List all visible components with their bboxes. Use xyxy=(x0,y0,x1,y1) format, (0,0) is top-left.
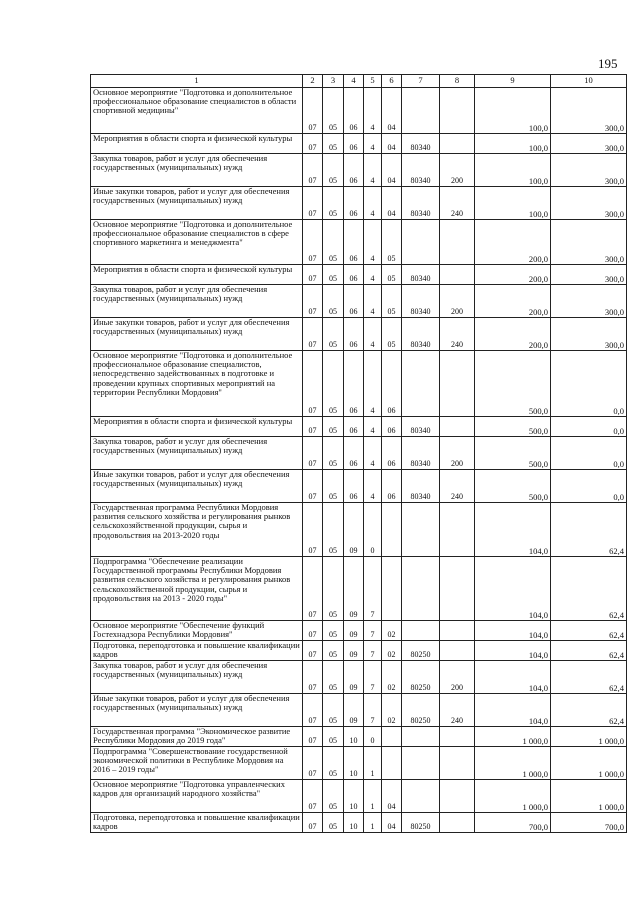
row-value-cell: 7 xyxy=(364,661,382,694)
row-name-cell: Основное мероприятие "Подготовка и дополнительное профессиональное образование специалистов в области спортивной медицины" xyxy=(91,88,303,134)
row-value-cell: 240 xyxy=(440,187,475,220)
row-value-cell: 4 xyxy=(364,470,382,503)
row-value-cell: 104,0 xyxy=(475,621,551,641)
row-value-cell: 06 xyxy=(344,187,364,220)
row-value-cell: 300,0 xyxy=(551,265,627,285)
row-value-cell: 10 xyxy=(344,780,364,813)
row-value-cell xyxy=(402,351,440,417)
row-value-cell xyxy=(382,747,402,780)
table-row xyxy=(91,154,627,187)
row-value-cell: 104,0 xyxy=(475,557,551,621)
table-row xyxy=(91,470,627,503)
row-value-cell: 09 xyxy=(344,503,364,557)
row-value-cell: 05 xyxy=(382,285,402,318)
row-name-cell: Государственная программа "Экономическое развитие Республики Мордовия до 2019 года" xyxy=(91,727,303,747)
row-value-cell: 1 000,0 xyxy=(551,727,627,747)
row-value-cell: 700,0 xyxy=(475,813,551,833)
row-value-cell: 06 xyxy=(344,88,364,134)
row-value-cell: 04 xyxy=(382,187,402,220)
row-value-cell: 104,0 xyxy=(475,641,551,661)
row-name-cell: Закупка товаров, работ и услуг для обеспечения государственных (муниципальных) нужд xyxy=(91,437,303,470)
row-name-cell: Мероприятия в области спорта и физической культуры xyxy=(91,417,303,437)
row-value-cell xyxy=(402,503,440,557)
table-row xyxy=(91,318,627,351)
row-value-cell xyxy=(440,88,475,134)
row-value-cell: 05 xyxy=(323,813,344,833)
row-value-cell: 05 xyxy=(323,437,344,470)
row-value-cell: 05 xyxy=(323,265,344,285)
row-name-cell: Иные закупки товаров, работ и услуг для обеспечения государственных (муниципальных) нужд xyxy=(91,187,303,220)
row-name-cell: Основное мероприятие "Обеспечение функций Гостехнадзора Республики Мордовия" xyxy=(91,621,303,641)
col-header: 2 xyxy=(303,75,323,88)
row-value-cell: 80250 xyxy=(402,641,440,661)
row-value-cell xyxy=(440,265,475,285)
row-value-cell: 200 xyxy=(440,285,475,318)
table-row xyxy=(91,621,627,641)
row-value-cell: 200 xyxy=(440,661,475,694)
row-value-cell: 80340 xyxy=(402,470,440,503)
row-value-cell xyxy=(382,727,402,747)
table-row xyxy=(91,351,627,417)
row-value-cell: 09 xyxy=(344,661,364,694)
row-value-cell xyxy=(402,621,440,641)
col-header: 3 xyxy=(323,75,344,88)
row-value-cell xyxy=(382,503,402,557)
table-row xyxy=(91,780,627,813)
row-value-cell: 200,0 xyxy=(475,220,551,265)
row-value-cell: 06 xyxy=(344,220,364,265)
row-value-cell: 07 xyxy=(303,503,323,557)
row-value-cell: 06 xyxy=(382,470,402,503)
row-value-cell: 02 xyxy=(382,641,402,661)
row-value-cell: 05 xyxy=(323,134,344,154)
row-value-cell: 05 xyxy=(323,417,344,437)
row-value-cell: 05 xyxy=(323,154,344,187)
row-value-cell: 700,0 xyxy=(551,813,627,833)
budget-table xyxy=(90,74,627,833)
row-value-cell: 05 xyxy=(323,220,344,265)
row-name-cell: Мероприятия в области спорта и физической культуры xyxy=(91,265,303,285)
row-value-cell xyxy=(440,503,475,557)
row-value-cell: 200 xyxy=(440,437,475,470)
row-name-cell: Основное мероприятие "Подготовка управленческих кадров для организаций народного хозяйства" xyxy=(91,780,303,813)
row-value-cell: 07 xyxy=(303,220,323,265)
row-value-cell: 07 xyxy=(303,813,323,833)
row-value-cell: 07 xyxy=(303,727,323,747)
row-value-cell: 7 xyxy=(364,694,382,727)
table-row xyxy=(91,641,627,661)
row-value-cell: 05 xyxy=(323,187,344,220)
row-value-cell xyxy=(402,727,440,747)
row-value-cell xyxy=(440,780,475,813)
row-name-cell: Закупка товаров, работ и услуг для обеспечения государственных (муниципальных) нужд xyxy=(91,285,303,318)
row-value-cell: 04 xyxy=(382,780,402,813)
row-value-cell: 05 xyxy=(382,220,402,265)
row-value-cell xyxy=(440,813,475,833)
row-value-cell xyxy=(440,220,475,265)
table-row xyxy=(91,437,627,470)
row-value-cell xyxy=(440,134,475,154)
col-header: 10 xyxy=(551,75,627,88)
row-value-cell: 4 xyxy=(364,351,382,417)
row-value-cell: 10 xyxy=(344,727,364,747)
row-value-cell: 06 xyxy=(344,351,364,417)
row-value-cell: 62,4 xyxy=(551,641,627,661)
row-value-cell: 104,0 xyxy=(475,661,551,694)
row-value-cell: 07 xyxy=(303,351,323,417)
row-value-cell: 06 xyxy=(344,285,364,318)
row-value-cell: 07 xyxy=(303,88,323,134)
row-value-cell: 4 xyxy=(364,265,382,285)
row-name-cell: Основное мероприятие "Подготовка и дополнительное профессиональное образование специалистов, непосредственно задействованных в подготовке и проведении крупных спортивных мероприятий на территории Республики Мордовия" xyxy=(91,351,303,417)
header-row xyxy=(91,75,627,88)
row-value-cell: 07 xyxy=(303,694,323,727)
row-value-cell: 4 xyxy=(364,318,382,351)
row-value-cell: 0 xyxy=(364,503,382,557)
row-value-cell: 07 xyxy=(303,187,323,220)
table-row xyxy=(91,417,627,437)
row-value-cell: 04 xyxy=(382,813,402,833)
col-header: 9 xyxy=(475,75,551,88)
row-value-cell: 05 xyxy=(323,641,344,661)
row-value-cell: 07 xyxy=(303,557,323,621)
row-name-cell: Подпрограмма "Обеспечение реализации Государственной программы Республики Мордовия развития сельского хозяйства и регулирования рынков сельскохозяйственной продукции, сырья и продовольствия на 2013 - 2020 годы" xyxy=(91,557,303,621)
row-value-cell: 7 xyxy=(364,641,382,661)
row-name-cell: Закупка товаров, работ и услуг для обеспечения государственных (муниципальных) нужд xyxy=(91,154,303,187)
row-value-cell: 07 xyxy=(303,437,323,470)
table-row xyxy=(91,813,627,833)
col-header: 5 xyxy=(364,75,382,88)
row-value-cell: 300,0 xyxy=(551,187,627,220)
row-value-cell: 500,0 xyxy=(475,437,551,470)
row-name-cell: Подготовка, переподготовка и повышение квалификации кадров xyxy=(91,641,303,661)
row-value-cell: 07 xyxy=(303,134,323,154)
row-name-cell: Основное мероприятие "Подготовка и дополнительное профессиональное образование специалистов в сфере спортивного маркетинга и менеджмента" xyxy=(91,220,303,265)
row-value-cell: 06 xyxy=(382,417,402,437)
row-value-cell: 07 xyxy=(303,318,323,351)
row-value-cell: 05 xyxy=(382,318,402,351)
row-value-cell: 80340 xyxy=(402,187,440,220)
row-value-cell: 09 xyxy=(344,557,364,621)
row-name-cell: Иные закупки товаров, работ и услуг для обеспечения государственных (муниципальных) нужд xyxy=(91,470,303,503)
row-value-cell: 06 xyxy=(382,351,402,417)
row-value-cell: 62,4 xyxy=(551,694,627,727)
row-value-cell: 1 xyxy=(364,747,382,780)
row-value-cell: 300,0 xyxy=(551,154,627,187)
row-value-cell: 07 xyxy=(303,747,323,780)
row-value-cell: 07 xyxy=(303,285,323,318)
row-value-cell: 05 xyxy=(382,265,402,285)
table-row xyxy=(91,503,627,557)
row-value-cell: 09 xyxy=(344,641,364,661)
row-value-cell: 07 xyxy=(303,641,323,661)
row-value-cell: 300,0 xyxy=(551,220,627,265)
row-value-cell: 04 xyxy=(382,134,402,154)
row-value-cell: 0,0 xyxy=(551,351,627,417)
row-value-cell: 100,0 xyxy=(475,187,551,220)
row-value-cell: 05 xyxy=(323,557,344,621)
row-value-cell: 0,0 xyxy=(551,437,627,470)
table-row xyxy=(91,557,627,621)
table-row xyxy=(91,220,627,265)
row-value-cell xyxy=(440,727,475,747)
row-value-cell: 05 xyxy=(323,661,344,694)
row-value-cell xyxy=(440,747,475,780)
row-value-cell: 0,0 xyxy=(551,417,627,437)
row-value-cell: 80250 xyxy=(402,813,440,833)
table-row xyxy=(91,187,627,220)
row-value-cell: 80340 xyxy=(402,437,440,470)
row-value-cell: 62,4 xyxy=(551,621,627,641)
row-value-cell: 0 xyxy=(364,727,382,747)
row-name-cell: Подпрограмма "Совершенствование государственной экономической политики в Республике Мордовия на 2016 – 2019 годы" xyxy=(91,747,303,780)
row-value-cell: 09 xyxy=(344,694,364,727)
row-value-cell: 4 xyxy=(364,187,382,220)
row-value-cell xyxy=(402,780,440,813)
row-value-cell: 200 xyxy=(440,154,475,187)
table-row xyxy=(91,747,627,780)
row-name-cell: Иные закупки товаров, работ и услуг для обеспечения государственных (муниципальных) нужд xyxy=(91,694,303,727)
row-value-cell: 80250 xyxy=(402,661,440,694)
row-value-cell: 02 xyxy=(382,694,402,727)
row-value-cell: 100,0 xyxy=(475,134,551,154)
row-value-cell: 100,0 xyxy=(475,88,551,134)
row-value-cell: 0,0 xyxy=(551,470,627,503)
row-value-cell: 4 xyxy=(364,154,382,187)
row-value-cell: 500,0 xyxy=(475,351,551,417)
row-value-cell: 1 xyxy=(364,813,382,833)
row-value-cell: 240 xyxy=(440,318,475,351)
row-value-cell: 05 xyxy=(323,727,344,747)
row-value-cell: 300,0 xyxy=(551,285,627,318)
row-value-cell: 07 xyxy=(303,417,323,437)
row-value-cell: 4 xyxy=(364,437,382,470)
table-row xyxy=(91,285,627,318)
col-header: 4 xyxy=(344,75,364,88)
row-value-cell xyxy=(440,417,475,437)
row-value-cell: 300,0 xyxy=(551,318,627,351)
row-value-cell: 1 000,0 xyxy=(475,780,551,813)
row-value-cell: 05 xyxy=(323,621,344,641)
row-value-cell: 09 xyxy=(344,621,364,641)
row-value-cell: 07 xyxy=(303,661,323,694)
row-value-cell: 500,0 xyxy=(475,417,551,437)
row-value-cell: 07 xyxy=(303,621,323,641)
row-value-cell: 104,0 xyxy=(475,694,551,727)
row-value-cell: 4 xyxy=(364,285,382,318)
row-value-cell: 1 000,0 xyxy=(475,747,551,780)
row-value-cell: 500,0 xyxy=(475,470,551,503)
col-header: 7 xyxy=(402,75,440,88)
row-value-cell: 100,0 xyxy=(475,154,551,187)
row-value-cell: 07 xyxy=(303,265,323,285)
row-value-cell: 06 xyxy=(344,417,364,437)
row-value-cell xyxy=(440,351,475,417)
row-value-cell: 05 xyxy=(323,285,344,318)
row-value-cell: 62,4 xyxy=(551,661,627,694)
row-value-cell: 05 xyxy=(323,503,344,557)
row-value-cell: 02 xyxy=(382,661,402,694)
row-value-cell: 10 xyxy=(344,747,364,780)
col-header: 8 xyxy=(440,75,475,88)
row-value-cell xyxy=(440,641,475,661)
row-value-cell: 06 xyxy=(344,318,364,351)
row-value-cell: 06 xyxy=(382,437,402,470)
row-value-cell xyxy=(440,557,475,621)
row-value-cell: 1 000,0 xyxy=(551,747,627,780)
row-value-cell: 05 xyxy=(323,470,344,503)
table-row xyxy=(91,694,627,727)
row-value-cell: 1 xyxy=(364,780,382,813)
row-value-cell: 06 xyxy=(344,154,364,187)
row-value-cell: 200,0 xyxy=(475,285,551,318)
table-body xyxy=(91,75,627,833)
row-value-cell xyxy=(402,88,440,134)
table-row xyxy=(91,661,627,694)
row-value-cell: 240 xyxy=(440,470,475,503)
col-header: 1 xyxy=(91,75,303,88)
row-value-cell: 80340 xyxy=(402,285,440,318)
row-value-cell: 104,0 xyxy=(475,503,551,557)
row-value-cell: 7 xyxy=(364,621,382,641)
row-value-cell: 7 xyxy=(364,557,382,621)
row-name-cell: Государственная программа Республики Мордовия развития сельского хозяйства и регулирования рынков сельскохозяйственной продукции, сырья и продовольствия на 2013-2020 годы xyxy=(91,503,303,557)
row-value-cell: 200,0 xyxy=(475,265,551,285)
row-value-cell: 80340 xyxy=(402,154,440,187)
row-value-cell: 4 xyxy=(364,417,382,437)
row-value-cell: 06 xyxy=(344,134,364,154)
row-value-cell: 05 xyxy=(323,88,344,134)
row-value-cell: 04 xyxy=(382,88,402,134)
row-value-cell xyxy=(402,557,440,621)
row-value-cell: 4 xyxy=(364,220,382,265)
row-name-cell: Мероприятия в области спорта и физической культуры xyxy=(91,134,303,154)
row-value-cell: 05 xyxy=(323,747,344,780)
row-value-cell: 62,4 xyxy=(551,503,627,557)
row-value-cell: 300,0 xyxy=(551,88,627,134)
row-value-cell: 80340 xyxy=(402,134,440,154)
row-value-cell xyxy=(440,621,475,641)
row-value-cell: 05 xyxy=(323,318,344,351)
row-value-cell xyxy=(402,220,440,265)
row-value-cell: 05 xyxy=(323,694,344,727)
row-value-cell: 06 xyxy=(344,265,364,285)
row-value-cell: 02 xyxy=(382,621,402,641)
row-value-cell: 07 xyxy=(303,470,323,503)
row-value-cell: 4 xyxy=(364,88,382,134)
col-header: 6 xyxy=(382,75,402,88)
row-value-cell: 200,0 xyxy=(475,318,551,351)
row-value-cell: 80250 xyxy=(402,694,440,727)
row-value-cell: 80340 xyxy=(402,265,440,285)
row-value-cell: 80340 xyxy=(402,417,440,437)
page-number: 195 xyxy=(598,56,618,71)
row-value-cell: 07 xyxy=(303,154,323,187)
row-value-cell: 05 xyxy=(323,351,344,417)
table-row xyxy=(91,134,627,154)
row-value-cell: 05 xyxy=(323,780,344,813)
row-value-cell: 1 000,0 xyxy=(551,780,627,813)
row-value-cell: 06 xyxy=(344,470,364,503)
row-name-cell: Подготовка, переподготовка и повышение квалификации кадров xyxy=(91,813,303,833)
row-value-cell: 80340 xyxy=(402,318,440,351)
row-value-cell: 1 000,0 xyxy=(475,727,551,747)
table-row xyxy=(91,727,627,747)
row-value-cell xyxy=(382,557,402,621)
row-value-cell xyxy=(402,747,440,780)
row-value-cell: 240 xyxy=(440,694,475,727)
row-value-cell: 06 xyxy=(344,437,364,470)
row-name-cell: Закупка товаров, работ и услуг для обеспечения государственных (муниципальных) нужд xyxy=(91,661,303,694)
row-value-cell: 300,0 xyxy=(551,134,627,154)
row-value-cell: 62,4 xyxy=(551,557,627,621)
row-value-cell: 4 xyxy=(364,134,382,154)
row-value-cell: 04 xyxy=(382,154,402,187)
table-row xyxy=(91,265,627,285)
row-name-cell: Иные закупки товаров, работ и услуг для обеспечения государственных (муниципальных) нужд xyxy=(91,318,303,351)
row-value-cell: 10 xyxy=(344,813,364,833)
table-row xyxy=(91,88,627,134)
row-value-cell: 07 xyxy=(303,780,323,813)
